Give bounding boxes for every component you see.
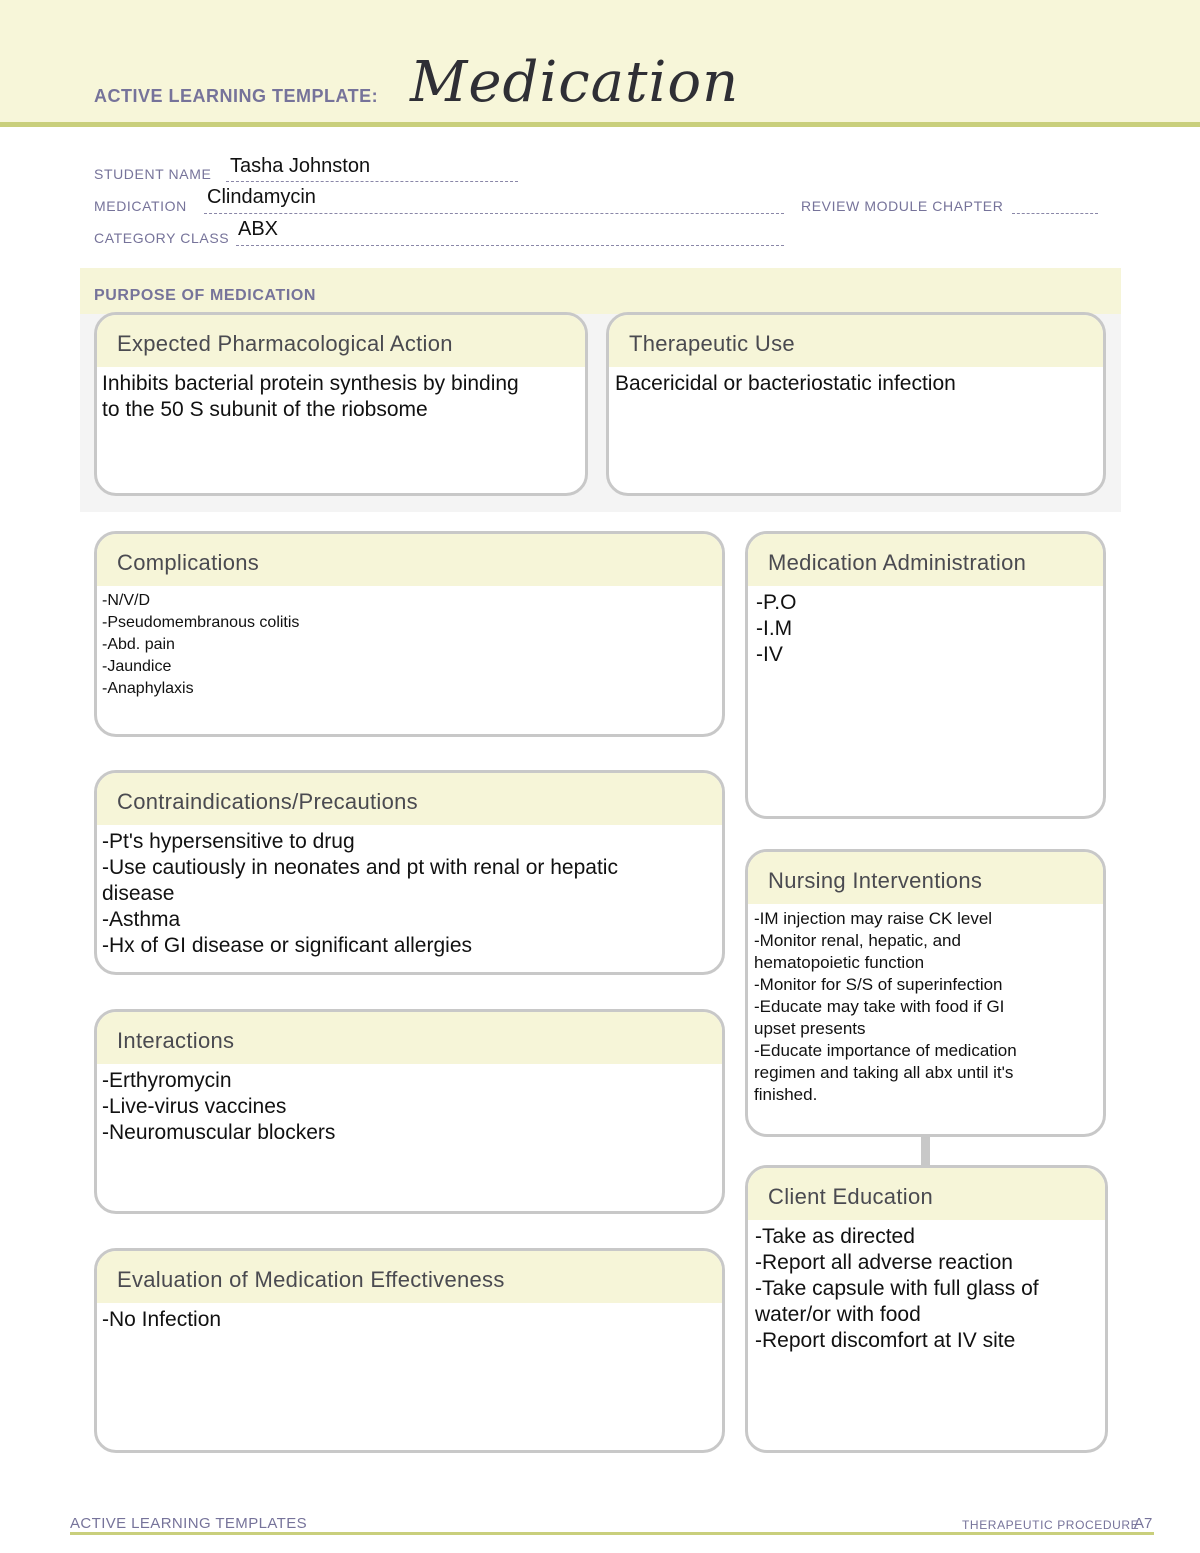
education-item: water/or with food bbox=[755, 1303, 921, 1326]
education-item: -Report discomfort at IV site bbox=[755, 1329, 1016, 1352]
medication-administration-box bbox=[745, 531, 1106, 819]
education-item: -Take as directed bbox=[755, 1225, 915, 1248]
medication-administration-content[interactable] bbox=[748, 586, 1103, 668]
evaluation-box bbox=[94, 1248, 725, 1453]
complications-content[interactable] bbox=[97, 586, 722, 700]
review-module-label: REVIEW MODULE CHAPTER bbox=[801, 198, 1004, 214]
category-class-field[interactable]: ABX bbox=[238, 218, 279, 240]
complications-box bbox=[94, 531, 725, 737]
nursing-item: finished. bbox=[754, 1085, 818, 1104]
evaluation-content[interactable] bbox=[97, 1303, 722, 1333]
complication-item: -Jaundice bbox=[102, 658, 172, 675]
contraindications-box bbox=[94, 770, 725, 975]
category-class-underline bbox=[236, 230, 784, 246]
client-education-box bbox=[745, 1165, 1108, 1453]
contraindication-item: -Hx of GI disease or significant allergies bbox=[102, 934, 472, 957]
nursing-item: -IM injection may raise CK level bbox=[754, 909, 993, 928]
student-name-label: STUDENT NAME bbox=[94, 166, 212, 182]
template-label: ACTIVE LEARNING TEMPLATE: bbox=[94, 86, 379, 106]
administration-route: -IV bbox=[756, 643, 783, 666]
contraindication-item: -Use cautiously in neonates and pt with renal or hepatic bbox=[102, 856, 618, 879]
pharm-line: to the 50 S subunit of the riobsome bbox=[102, 398, 428, 421]
contraindication-item: disease bbox=[102, 882, 175, 905]
nursing-interventions-title: Nursing Interventions bbox=[748, 852, 1103, 904]
complication-item: -Abd. pain bbox=[102, 636, 175, 653]
nursing-item: -Educate may take with food if GI bbox=[754, 997, 1005, 1016]
interaction-item: -Neuromuscular blockers bbox=[102, 1121, 336, 1144]
pharmacological-action-box bbox=[94, 312, 588, 496]
education-item: -Take capsule with full glass of bbox=[755, 1277, 1039, 1300]
pharm-line: Inhibits bacterial protein synthesis by binding bbox=[102, 372, 519, 395]
medication-label: MEDICATION bbox=[94, 198, 187, 214]
complication-item: -Pseudomembranous colitis bbox=[102, 614, 300, 631]
interaction-item: -Live-virus vaccines bbox=[102, 1095, 287, 1118]
contraindication-item: -Asthma bbox=[102, 908, 181, 931]
contraindications-content[interactable] bbox=[97, 825, 722, 959]
review-module-field[interactable] bbox=[1012, 198, 1098, 214]
evaluation-title: Evaluation of Medication Effectiveness bbox=[97, 1251, 722, 1303]
nursing-education-connector bbox=[921, 1134, 930, 1166]
template-title: Medication bbox=[410, 50, 740, 115]
pharmacological-action-content[interactable] bbox=[97, 367, 585, 423]
nursing-item: -Monitor for S/S of superinfection bbox=[754, 975, 1003, 994]
nursing-item: hematopoietic function bbox=[754, 953, 925, 972]
nursing-item: upset presents bbox=[754, 1019, 866, 1038]
medication-field[interactable]: Clindamycin bbox=[207, 186, 316, 208]
education-item: -Report all adverse reaction bbox=[755, 1251, 1013, 1274]
interactions-content[interactable] bbox=[97, 1064, 722, 1146]
nursing-item: -Educate importance of medication bbox=[754, 1041, 1017, 1060]
interactions-title: Interactions bbox=[97, 1012, 722, 1064]
header-rule bbox=[0, 122, 1200, 127]
therapeutic-line: Bacericidal or bacteriostatic infection bbox=[615, 372, 956, 395]
client-education-content[interactable] bbox=[748, 1220, 1105, 1354]
therapeutic-use-title: Therapeutic Use bbox=[609, 315, 1103, 367]
administration-route: -P.O bbox=[756, 591, 797, 614]
purpose-section-title: PURPOSE OF MEDICATION bbox=[94, 287, 317, 304]
contraindication-item: -Pt's hypersensitive to drug bbox=[102, 830, 355, 853]
complications-title: Complications bbox=[97, 534, 722, 586]
therapeutic-use-box bbox=[606, 312, 1106, 496]
student-name-field[interactable]: Tasha Johnston bbox=[230, 155, 371, 177]
footer-page-number: A7 bbox=[1134, 1515, 1153, 1532]
nursing-interventions-box bbox=[745, 849, 1106, 1137]
nursing-item: -Monitor renal, hepatic, and bbox=[754, 931, 961, 950]
medication-administration-title: Medication Administration bbox=[748, 534, 1103, 586]
pharmacological-action-title: Expected Pharmacological Action bbox=[97, 315, 585, 367]
complication-item: -Anaphylaxis bbox=[102, 680, 194, 697]
contraindications-title: Contraindications/Precautions bbox=[97, 773, 722, 825]
nursing-interventions-content[interactable] bbox=[748, 904, 1103, 1106]
interaction-item: -Erthyromycin bbox=[102, 1069, 232, 1092]
complication-item: -N/V/D bbox=[102, 592, 150, 609]
category-class-label: CATEGORY CLASS bbox=[94, 230, 230, 246]
footer-left-label: ACTIVE LEARNING TEMPLATES bbox=[70, 1515, 307, 1532]
therapeutic-use-content[interactable] bbox=[609, 367, 1103, 397]
nursing-item: regimen and taking all abx until it's bbox=[754, 1063, 1014, 1082]
footer-rule bbox=[70, 1532, 1154, 1535]
evaluation-item: -No Infection bbox=[102, 1308, 222, 1331]
administration-route: -I.M bbox=[756, 617, 793, 640]
interactions-box bbox=[94, 1009, 725, 1214]
footer-right-label: THERAPEUTIC PROCEDURE bbox=[962, 1518, 1140, 1532]
client-education-title: Client Education bbox=[748, 1168, 1105, 1220]
